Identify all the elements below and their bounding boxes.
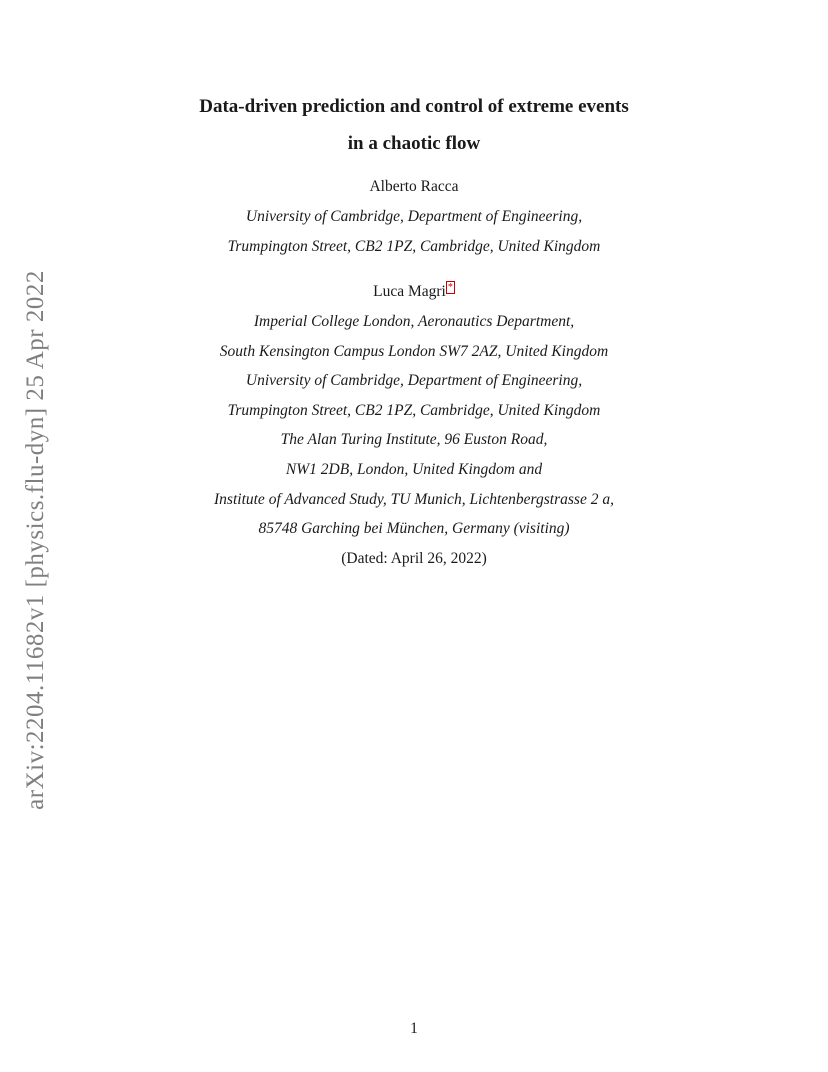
affiliation-line: Trumpington Street, CB2 1PZ, Cambridge, United Kingdom <box>227 237 601 255</box>
affiliation-line: The Alan Turing Institute, 96 Euston Road, <box>280 431 548 449</box>
affiliation-line: Trumpington Street, CB2 1PZ, Cambridge, United Kingdom <box>227 401 601 419</box>
footnote-link[interactable]: * <box>447 282 453 293</box>
affiliation-magri <box>0 307 828 544</box>
affiliation-line: University of Cambridge, Department of Engineering, <box>245 372 583 390</box>
author-name: Luca Magri <box>373 283 446 301</box>
affiliation-line: South Kensington Campus London SW7 2AZ, United Kingdom <box>219 342 609 360</box>
affiliation-racca <box>0 202 828 261</box>
title-line-1: Data-driven prediction and control of extreme events <box>199 96 629 117</box>
affiliation-line: 85748 Garching bei München, Germany (visiting) <box>258 520 570 538</box>
arxiv-identifier: arXiv:2204.11682v1 [physics.flu-dyn] 25 Apr 2022 <box>22 270 49 810</box>
title-line-2: in a chaotic flow <box>347 133 481 154</box>
page-number: 1 <box>410 1020 418 1037</box>
affiliation-line: University of Cambridge, Department of Engineering, <box>245 208 583 225</box>
dated-line: (Dated: April 26, 2022) <box>341 550 487 567</box>
affiliation-line: Institute of Advanced Study, TU Munich, Lichtenbergstrasse 2 a, <box>214 490 614 508</box>
affiliation-line: NW1 2DB, London, United Kingdom and <box>285 460 543 478</box>
paper-title <box>0 88 828 162</box>
author-magri <box>0 283 828 301</box>
affiliation-line: Imperial College London, Aeronautics Department, <box>253 313 575 330</box>
author-racca: Alberto Racca <box>369 178 459 195</box>
